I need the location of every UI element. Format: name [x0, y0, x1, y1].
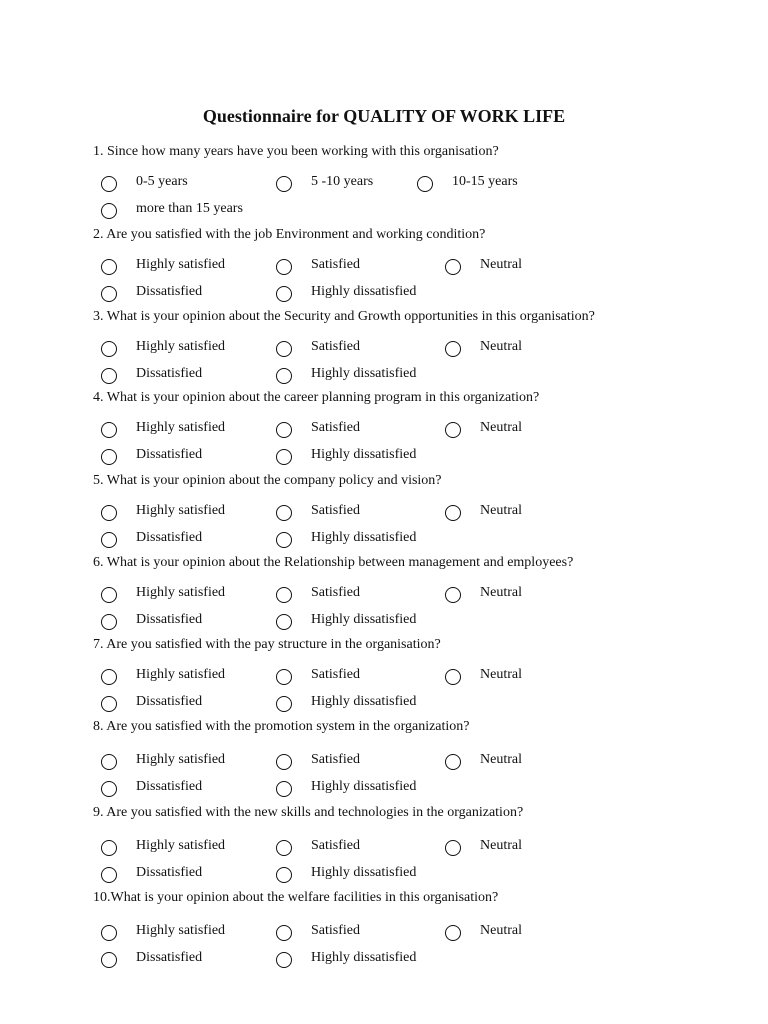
q7-radio-highly-satisfied[interactable] [101, 669, 117, 685]
q3-option-label: Dissatisfied [136, 366, 203, 381]
q4-option-label: Highly dissatisfied [311, 447, 417, 462]
q3-option-label: Neutral [480, 339, 522, 354]
q8-radio-dissatisfied[interactable] [101, 781, 117, 797]
question-6-text: 6. What is your opinion about the Relationship between management and employees? [93, 555, 574, 570]
q10-radio-highly-satisfied[interactable] [101, 925, 117, 941]
q7-option-label: Dissatisfied [136, 694, 203, 709]
q2-radio-neutral[interactable] [445, 259, 461, 275]
q10-radio-satisfied[interactable] [276, 925, 292, 941]
question-8-text: 8. Are you satisfied with the promotion system in the organization? [93, 719, 470, 734]
q10-option-label: Dissatisfied [136, 950, 203, 965]
q1-option-label: 5 -10 years [311, 174, 374, 189]
q9-radio-satisfied[interactable] [276, 840, 292, 856]
q1-radio-0-5-years[interactable] [101, 176, 117, 192]
q3-radio-dissatisfied[interactable] [101, 368, 117, 384]
q7-option-label: Neutral [480, 667, 522, 682]
q4-option-label: Dissatisfied [136, 447, 203, 462]
q9-radio-highly-satisfied[interactable] [101, 840, 117, 856]
q2-option-label: Neutral [480, 257, 522, 272]
q5-option-label: Dissatisfied [136, 530, 203, 545]
question-7-text: 7. Are you satisfied with the pay structure in the organisation? [93, 637, 441, 652]
q2-radio-highly-dissatisfied[interactable] [276, 286, 292, 302]
q2-option-label: Highly satisfied [136, 257, 226, 272]
q8-option-label: Satisfied [311, 752, 360, 767]
q2-radio-satisfied[interactable] [276, 259, 292, 275]
q5-option-label: Neutral [480, 503, 522, 518]
q2-radio-highly-satisfied[interactable] [101, 259, 117, 275]
q6-option-label: Neutral [480, 585, 522, 600]
q7-radio-satisfied[interactable] [276, 669, 292, 685]
q10-radio-dissatisfied[interactable] [101, 952, 117, 968]
q8-option-label: Highly dissatisfied [311, 779, 417, 794]
q10-option-label: Highly satisfied [136, 923, 226, 938]
question-10-text: 10.What is your opinion about the welfare facilities in this organisation? [93, 890, 499, 905]
question-5-text: 5. What is your opinion about the company policy and vision? [93, 473, 442, 488]
question-4-text: 4. What is your opinion about the career planning program in this organization? [93, 390, 540, 405]
question-9-text: 9. Are you satisfied with the new skills and technologies in the organization? [93, 805, 524, 820]
q5-radio-satisfied[interactable] [276, 505, 292, 521]
q5-radio-dissatisfied[interactable] [101, 532, 117, 548]
q9-option-label: Highly dissatisfied [311, 865, 417, 880]
q6-option-label: Highly dissatisfied [311, 612, 417, 627]
q4-option-label: Neutral [480, 420, 522, 435]
q1-radio-more-than-15-years[interactable] [101, 203, 117, 219]
q4-option-label: Satisfied [311, 420, 360, 435]
q7-option-label: Highly dissatisfied [311, 694, 417, 709]
q7-radio-neutral[interactable] [445, 669, 461, 685]
q7-option-label: Highly satisfied [136, 667, 226, 682]
q1-option-label: more than 15 years [136, 201, 243, 216]
q7-option-label: Satisfied [311, 667, 360, 682]
q9-radio-neutral[interactable] [445, 840, 461, 856]
q1-radio-10-15-years[interactable] [417, 176, 433, 192]
q4-option-label: Highly satisfied [136, 420, 226, 435]
q8-radio-highly-dissatisfied[interactable] [276, 781, 292, 797]
q8-option-label: Neutral [480, 752, 522, 767]
q4-radio-highly-satisfied[interactable] [101, 422, 117, 438]
q2-option-label: Dissatisfied [136, 284, 203, 299]
q10-option-label: Neutral [480, 923, 522, 938]
q3-radio-highly-satisfied[interactable] [101, 341, 117, 357]
q10-radio-neutral[interactable] [445, 925, 461, 941]
q2-option-label: Satisfied [311, 257, 360, 272]
q1-option-label: 0-5 years [136, 174, 188, 189]
q6-option-label: Highly satisfied [136, 585, 226, 600]
q9-option-label: Neutral [480, 838, 522, 853]
q10-option-label: Satisfied [311, 923, 360, 938]
question-3-text: 3. What is your opinion about the Security and Growth opportunities in this organisation? [93, 309, 595, 324]
q4-radio-satisfied[interactable] [276, 422, 292, 438]
q8-radio-neutral[interactable] [445, 754, 461, 770]
q10-option-label: Highly dissatisfied [311, 950, 417, 965]
q4-radio-neutral[interactable] [445, 422, 461, 438]
q5-option-label: Highly satisfied [136, 503, 226, 518]
q3-radio-highly-dissatisfied[interactable] [276, 368, 292, 384]
q9-radio-highly-dissatisfied[interactable] [276, 867, 292, 883]
q5-option-label: Satisfied [311, 503, 360, 518]
q6-radio-neutral[interactable] [445, 587, 461, 603]
q9-option-label: Highly satisfied [136, 838, 226, 853]
page-title: Questionnaire for QUALITY OF WORK LIFE [202, 106, 566, 126]
q4-radio-dissatisfied[interactable] [101, 449, 117, 465]
q8-option-label: Dissatisfied [136, 779, 203, 794]
q6-radio-dissatisfied[interactable] [101, 614, 117, 630]
q1-option-label: 10-15 years [452, 174, 518, 189]
q8-radio-highly-satisfied[interactable] [101, 754, 117, 770]
q3-radio-neutral[interactable] [445, 341, 461, 357]
q8-option-label: Highly satisfied [136, 752, 226, 767]
q2-option-label: Highly dissatisfied [311, 284, 417, 299]
q5-radio-highly-satisfied[interactable] [101, 505, 117, 521]
q5-radio-highly-dissatisfied[interactable] [276, 532, 292, 548]
question-2-text: 2. Are you satisfied with the job Environment and working condition? [93, 227, 486, 242]
q10-radio-highly-dissatisfied[interactable] [276, 952, 292, 968]
q9-radio-dissatisfied[interactable] [101, 867, 117, 883]
q6-radio-highly-dissatisfied[interactable] [276, 614, 292, 630]
q7-radio-dissatisfied[interactable] [101, 696, 117, 712]
q2-radio-dissatisfied[interactable] [101, 286, 117, 302]
q1-radio-5-10-years[interactable] [276, 176, 292, 192]
q3-option-label: Satisfied [311, 339, 360, 354]
q9-option-label: Satisfied [311, 838, 360, 853]
q3-radio-satisfied[interactable] [276, 341, 292, 357]
q5-option-label: Highly dissatisfied [311, 530, 417, 545]
q6-option-label: Dissatisfied [136, 612, 203, 627]
q5-radio-neutral[interactable] [445, 505, 461, 521]
q6-option-label: Satisfied [311, 585, 360, 600]
q8-radio-satisfied[interactable] [276, 754, 292, 770]
q6-radio-satisfied[interactable] [276, 587, 292, 603]
q6-radio-highly-satisfied[interactable] [101, 587, 117, 603]
q3-option-label: Highly satisfied [136, 339, 226, 354]
q3-option-label: Highly dissatisfied [311, 366, 417, 381]
q4-radio-highly-dissatisfied[interactable] [276, 449, 292, 465]
q9-option-label: Dissatisfied [136, 865, 203, 880]
question-1-text: 1. Since how many years have you been working with this organisation? [93, 144, 499, 159]
q7-radio-highly-dissatisfied[interactable] [276, 696, 292, 712]
